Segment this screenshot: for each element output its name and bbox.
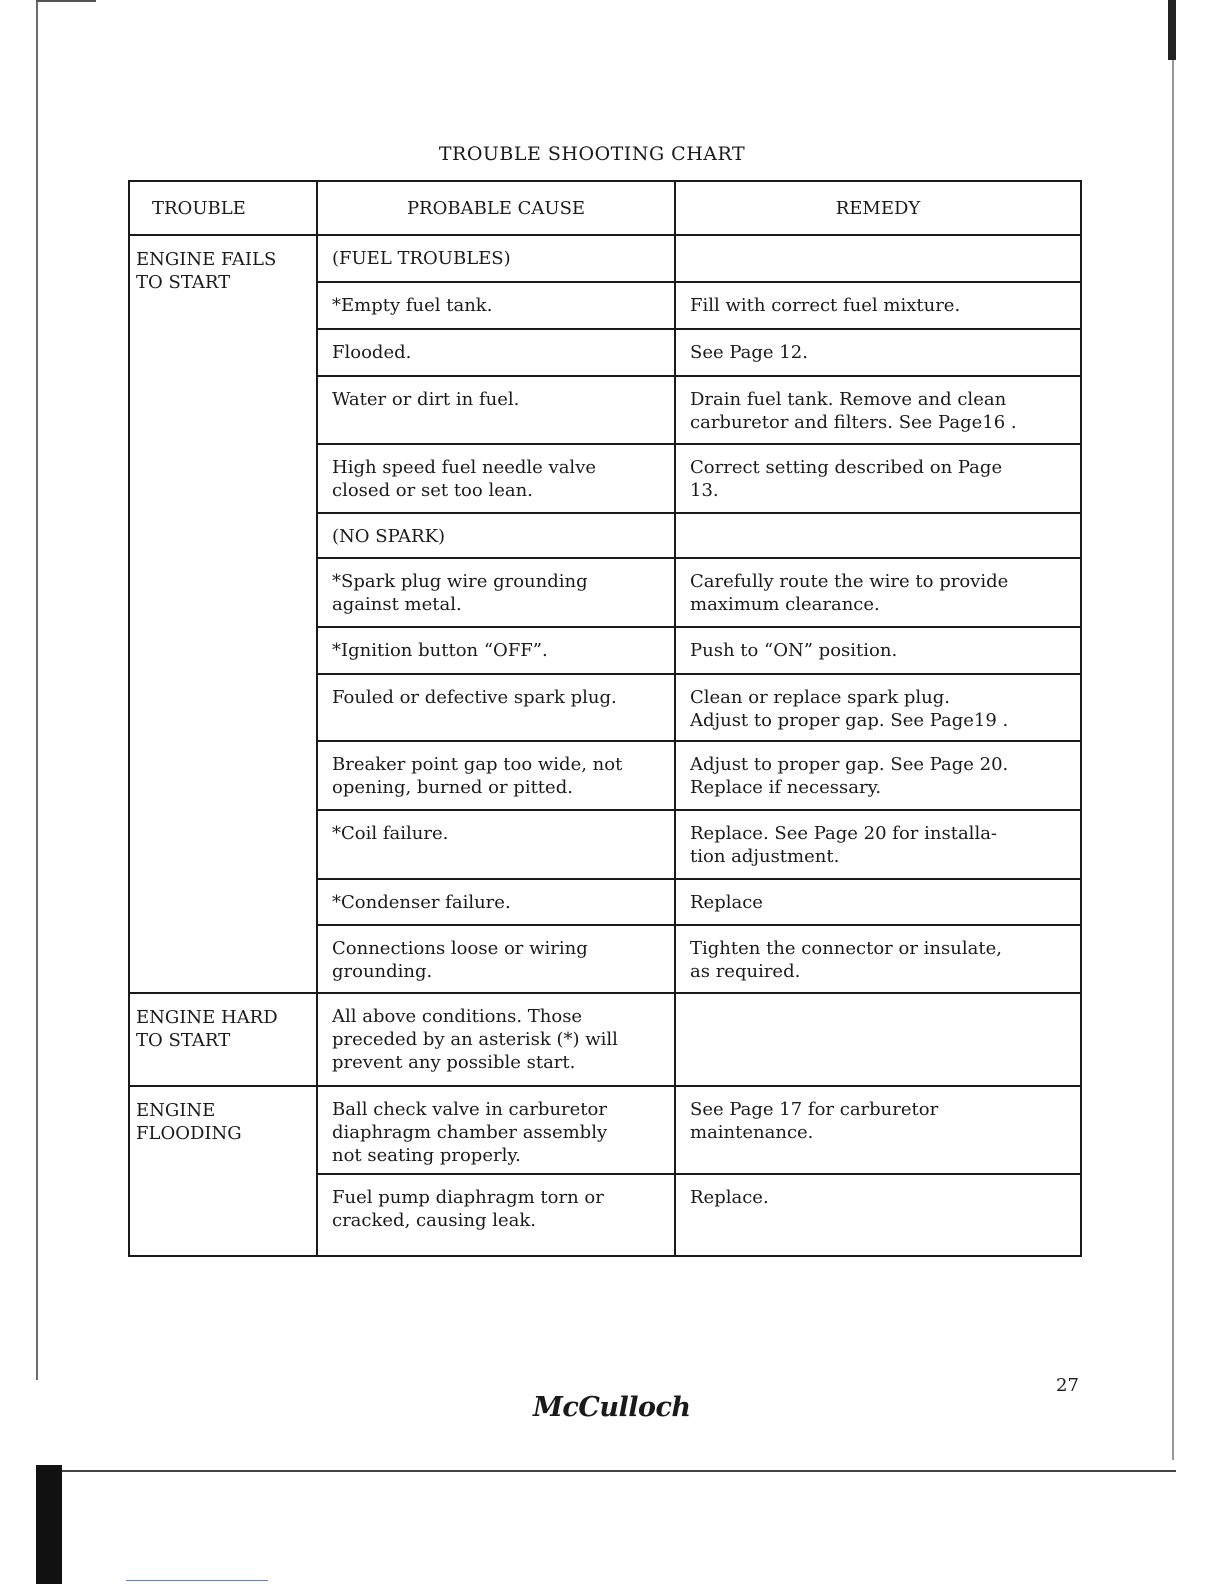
remedy-text: See Page 12. (690, 342, 808, 363)
cause-text: High speed fuel needle valve closed or set too lean. (332, 457, 597, 501)
trouble-cell (129, 1086, 317, 1256)
cause-text: Fouled or defective spark plug. (332, 687, 617, 708)
remedy-cell (675, 741, 1081, 810)
remedy-cell (675, 558, 1081, 627)
remedy-text: Replace. (690, 1187, 769, 1208)
remedy-text: Replace. See Page 20 for installa- tion adjustment. (690, 823, 998, 867)
remedy-cell (675, 282, 1081, 329)
scan-edge-top (36, 0, 96, 2)
cause-text: Fuel pump diaphragm torn or cracked, causing leak. (332, 1187, 604, 1231)
cause-cell (317, 627, 675, 674)
cause-text: *Spark plug wire grounding against metal. (332, 571, 588, 615)
remedy-cell (675, 879, 1081, 925)
table-row (129, 993, 1081, 1086)
trouble-text: ENGINE FLOODING (136, 1100, 242, 1144)
remedy-cell (675, 1086, 1081, 1174)
table-row (129, 235, 1081, 282)
cause-cell (317, 444, 675, 513)
trouble-text: ENGINE HARD TO START (136, 1007, 278, 1051)
remedy-cell (675, 1174, 1081, 1256)
cause-cell (317, 993, 675, 1086)
cause-cell (317, 282, 675, 329)
scan-edge-left (36, 0, 38, 1380)
header-probable-cause: PROBABLE CAUSE (317, 181, 675, 235)
remedy-cell (675, 329, 1081, 376)
remedy-cell (675, 810, 1081, 879)
remedy-cell (675, 513, 1081, 558)
cause-text: Connections loose or wiring grounding. (332, 938, 588, 982)
remedy-cell (675, 444, 1081, 513)
cause-cell (317, 513, 675, 558)
trouble-cell (129, 235, 317, 993)
cause-cell (317, 1174, 675, 1256)
page-number: 27 (1056, 1375, 1079, 1396)
remedy-cell (675, 925, 1081, 993)
cause-cell (317, 329, 675, 376)
cause-cell (317, 879, 675, 925)
remedy-cell (675, 674, 1081, 741)
cause-cell (317, 376, 675, 444)
table-body (129, 235, 1081, 1256)
remedy-text: Tighten the connector or insulate, as required. (690, 938, 1002, 982)
remedy-text: Carefully route the wire to provide maximum clearance. (690, 571, 1009, 615)
remedy-text: Push to “ON” position. (690, 640, 898, 661)
cause-cell (317, 1086, 675, 1174)
cause-text: Flooded. (332, 342, 412, 363)
trouble-cell (129, 993, 317, 1086)
remedy-text: Correct setting described on Page 13. (690, 457, 1003, 501)
scan-edge-right-thin (1172, 60, 1174, 1460)
mcculloch-logo: McCulloch (533, 1392, 691, 1423)
trouble-text: ENGINE FAILS TO START (136, 249, 277, 293)
cause-text: All above conditions. Those preceded by an asterisk (*) will prevent any possible start. (332, 1006, 618, 1073)
scan-corner-bottom (36, 1465, 62, 1584)
scan-edge-right (1168, 0, 1176, 60)
cause-cell (317, 741, 675, 810)
cause-cell (317, 558, 675, 627)
cause-cell (317, 235, 675, 282)
remedy-text: Fill with correct fuel mixture. (690, 295, 961, 316)
cause-cell (317, 674, 675, 741)
header-row (129, 181, 1081, 235)
cause-cell (317, 810, 675, 879)
cause-text: (NO SPARK) (332, 526, 446, 547)
remedy-text: Replace (690, 892, 763, 913)
remedy-cell (675, 235, 1081, 282)
cause-text: Breaker point gap too wide, not opening, burned or pitted. (332, 754, 623, 798)
cause-cell (317, 925, 675, 993)
cause-text: *Coil failure. (332, 823, 449, 844)
cause-text: *Condenser failure. (332, 892, 511, 913)
cause-text: *Ignition button “OFF”. (332, 640, 548, 661)
troubleshooting-table (128, 180, 1082, 1257)
header-trouble: TROUBLE (129, 181, 317, 235)
cause-text: Water or dirt in fuel. (332, 389, 520, 410)
remedy-text: Adjust to proper gap. See Page 20. Replace if necessary. (690, 754, 1009, 798)
cause-text: (FUEL TROUBLES) (332, 248, 511, 269)
header-remedy: REMEDY (675, 181, 1081, 235)
table-row (129, 1086, 1081, 1174)
cause-text: Ball check valve in carburetor diaphragm chamber assembly not seating properly. (332, 1099, 608, 1166)
blue-underline (126, 1580, 268, 1581)
scan-bottom-rule (36, 1470, 1176, 1472)
remedy-text: See Page 17 for carburetor maintenance. (690, 1099, 939, 1143)
chart-title: TROUBLE SHOOTING CHART (438, 143, 746, 165)
cause-text: *Empty fuel tank. (332, 295, 493, 316)
remedy-cell (675, 376, 1081, 444)
remedy-text: Clean or replace spark plug. Adjust to proper gap. See Page19 . (690, 687, 1009, 731)
remedy-text: Drain fuel tank. Remove and clean carburetor and filters. See Page16 . (690, 389, 1017, 433)
remedy-cell (675, 627, 1081, 674)
remedy-cell (675, 993, 1081, 1086)
